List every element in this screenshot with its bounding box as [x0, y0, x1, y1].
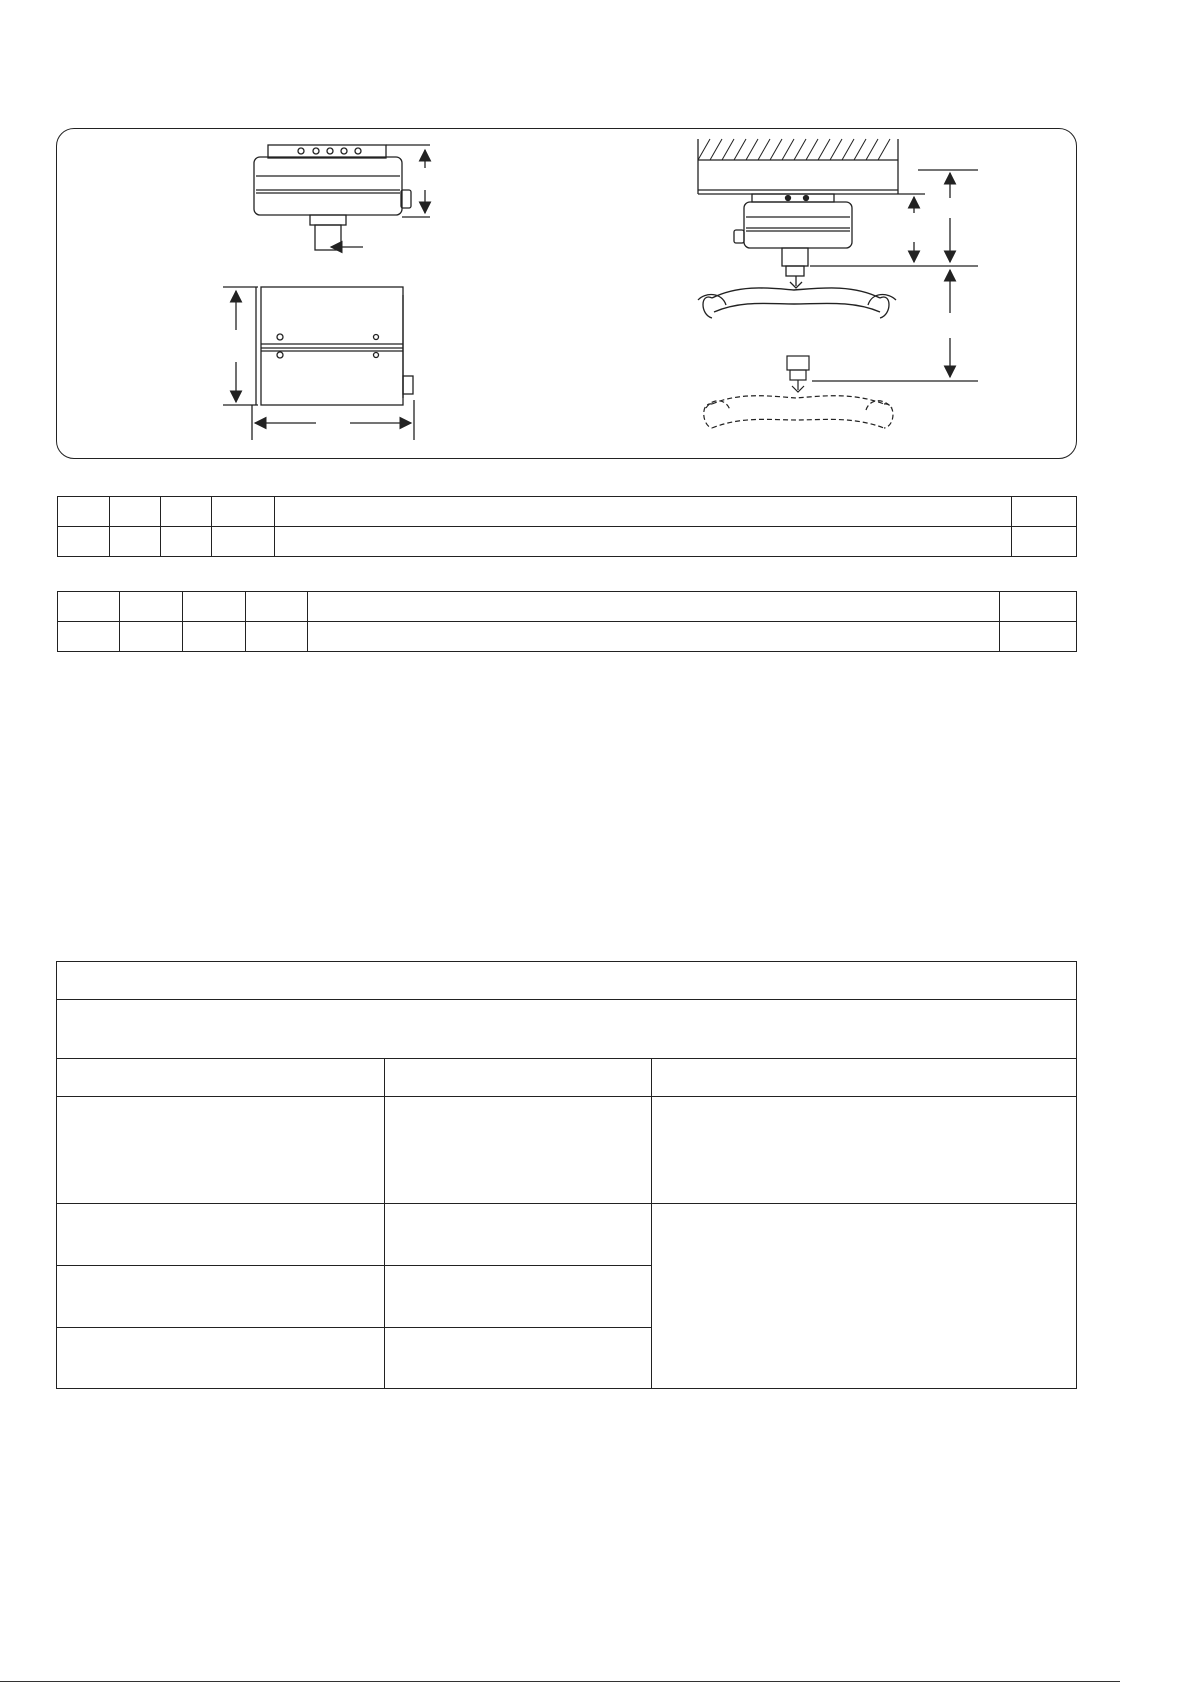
front-view-drawing — [254, 145, 430, 250]
table-cell — [384, 1328, 652, 1389]
table-cell — [1000, 622, 1077, 652]
table-cell — [307, 592, 999, 622]
table-row — [58, 527, 1077, 557]
table-header-row — [57, 1059, 1077, 1097]
table-cell — [58, 497, 110, 527]
table-subtitle — [57, 1000, 1077, 1059]
table-cell-merged — [652, 1204, 1077, 1389]
table-row — [57, 1204, 1077, 1266]
table-cell — [245, 592, 307, 622]
table-title — [57, 962, 1077, 1000]
table-cell — [57, 1266, 385, 1328]
table-cell — [57, 1097, 385, 1204]
table-title-row — [57, 962, 1077, 1000]
table-row — [57, 1097, 1077, 1204]
table-cell — [652, 1097, 1077, 1204]
column-header — [57, 1059, 385, 1097]
table-cell — [58, 527, 110, 557]
table-cell — [109, 497, 160, 527]
lowered-position-drawing — [704, 356, 893, 428]
table-cell — [58, 592, 120, 622]
table-cell — [274, 527, 1011, 557]
table-cell — [182, 622, 245, 652]
table-cell — [384, 1097, 652, 1204]
ceiling-lift-drawing — [698, 139, 978, 381]
dimension-table-1 — [57, 496, 1077, 557]
table-cell — [274, 497, 1011, 527]
table-cell — [211, 497, 274, 527]
technical-drawing — [0, 0, 1192, 480]
table-cell — [57, 1328, 385, 1389]
table-cell — [109, 527, 160, 557]
table-subtitle-row — [57, 1000, 1077, 1059]
table-cell — [160, 527, 211, 557]
table-cell — [119, 622, 182, 652]
table-cell — [119, 592, 182, 622]
table-cell — [58, 622, 120, 652]
side-view-drawing — [223, 287, 414, 440]
table-cell — [384, 1266, 652, 1328]
dimension-table-2 — [57, 591, 1077, 652]
table-cell — [182, 592, 245, 622]
column-header — [384, 1059, 652, 1097]
table-cell — [57, 1204, 385, 1266]
table-cell — [1000, 592, 1077, 622]
specification-table — [56, 961, 1077, 1389]
table-row — [58, 497, 1077, 527]
table-cell — [245, 622, 307, 652]
table-cell — [160, 497, 211, 527]
table-row — [58, 622, 1077, 652]
table-cell — [1012, 497, 1077, 527]
table-cell — [1012, 527, 1077, 557]
column-header — [652, 1059, 1077, 1097]
table-cell — [307, 622, 999, 652]
table-cell — [384, 1204, 652, 1266]
table-row — [58, 592, 1077, 622]
page-bottom-rule — [0, 1681, 1120, 1682]
table-cell — [211, 527, 274, 557]
